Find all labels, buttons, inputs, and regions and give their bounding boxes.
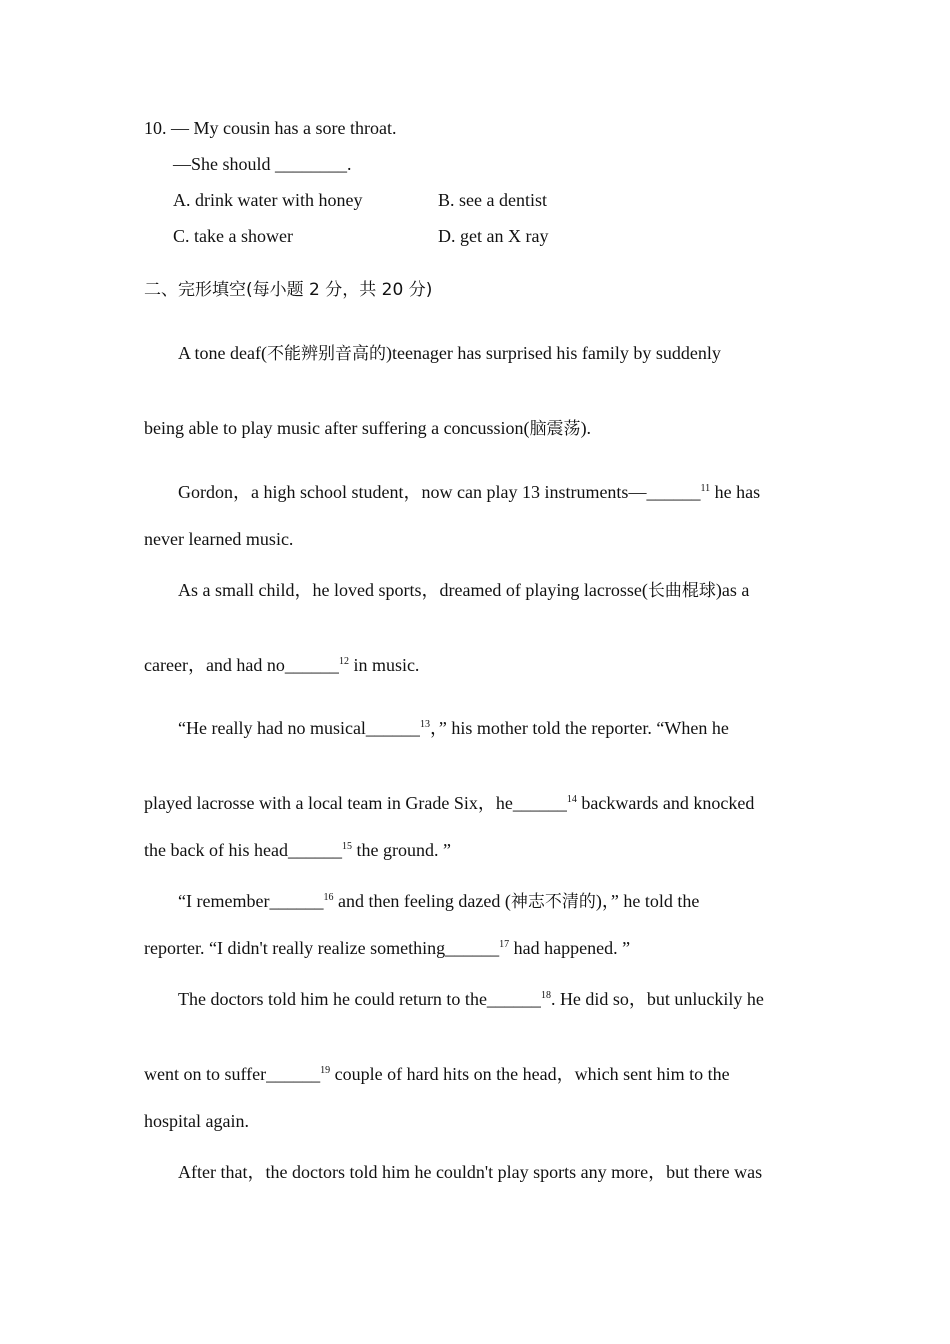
blank-number: 13 (419, 719, 430, 730)
option-c: C. take a shower (173, 226, 293, 246)
blank-number: 19 (320, 1065, 331, 1076)
passage-line (144, 1062, 730, 1086)
passage-line (144, 838, 451, 862)
text: couple of hard hits on the head，which sent him to the (330, 1064, 730, 1084)
passage-line (178, 716, 729, 740)
text: The doctors told him he could return to the______ (178, 989, 541, 1009)
passage-line (144, 791, 754, 815)
passage-line: After that，the doctors told him he couldn't play sports any more，but there was (178, 1162, 763, 1182)
passage-line (178, 889, 699, 914)
blank-number: 18 (540, 990, 551, 1001)
chinese-gloss: 脑震荡 (529, 419, 581, 439)
blank-number: 17 (499, 939, 510, 950)
option-d: D. get an X ray (438, 226, 549, 246)
text: career，and had no______ (144, 655, 339, 675)
text: )as a (715, 580, 750, 600)
blank-number: 12 (338, 656, 349, 667)
text: went on to suffer______ (144, 1064, 321, 1084)
text: being able to play music after suffering a concussion( (144, 418, 530, 438)
text: the ground. ” (351, 840, 451, 860)
text: )，” he told the (595, 891, 700, 911)
blank-number: 16 (323, 892, 334, 903)
text: in music. (348, 655, 420, 675)
chinese-gloss: 神志不清的 (510, 892, 596, 912)
text: ). (580, 418, 592, 438)
passage-line: hospital again. (144, 1111, 249, 1131)
text: “He really had no musical______ (178, 718, 420, 738)
passage-line (144, 416, 591, 441)
passage-line (178, 480, 760, 504)
blank-number: 14 (566, 794, 577, 805)
text: Gordon，a high school student，now can play 13 instruments—______ (178, 482, 701, 502)
text: “I remember______ (178, 891, 324, 911)
option-a: A. drink water with honey (173, 190, 363, 210)
text: the back of his head______ (144, 840, 342, 860)
passage-line (178, 987, 764, 1011)
passage-line (178, 341, 721, 366)
text: )teenager has surprised his family by suddenly (385, 343, 721, 363)
passage-line: never learned music. (144, 529, 294, 549)
text: and then feeling dazed ( (333, 891, 511, 911)
text: he has (710, 482, 761, 502)
text: ，” his mother told the reporter. “When he (429, 718, 729, 738)
question-10-stem: 10. — My cousin has a sore throat. (144, 118, 397, 138)
section-heading: 二、完形填空(每小题 2 分，共 20 分) (144, 280, 433, 300)
passage-line (144, 653, 419, 677)
text: backwards and knocked (576, 793, 755, 813)
text: played lacrosse with a local team in Grade Six，he______ (144, 793, 567, 813)
chinese-gloss: 长曲棍球 (647, 581, 716, 601)
passage-line (144, 936, 630, 960)
text: had happened. ” (509, 938, 631, 958)
chinese-gloss: 不能辨别音高的 (266, 344, 386, 364)
blank-number: 15 (341, 841, 352, 852)
option-b: B. see a dentist (438, 190, 547, 210)
text: . He did so，but unluckily he (550, 989, 764, 1009)
blank-number: 11 (700, 483, 711, 494)
text: reporter. “I didn't really realize something______ (144, 938, 500, 958)
passage-line (178, 578, 749, 603)
text: As a small child，he loved sports，dreamed of playing lacrosse( (178, 580, 648, 600)
question-10-reply: —She should ________. (173, 154, 352, 174)
text: A tone deaf( (178, 343, 267, 363)
